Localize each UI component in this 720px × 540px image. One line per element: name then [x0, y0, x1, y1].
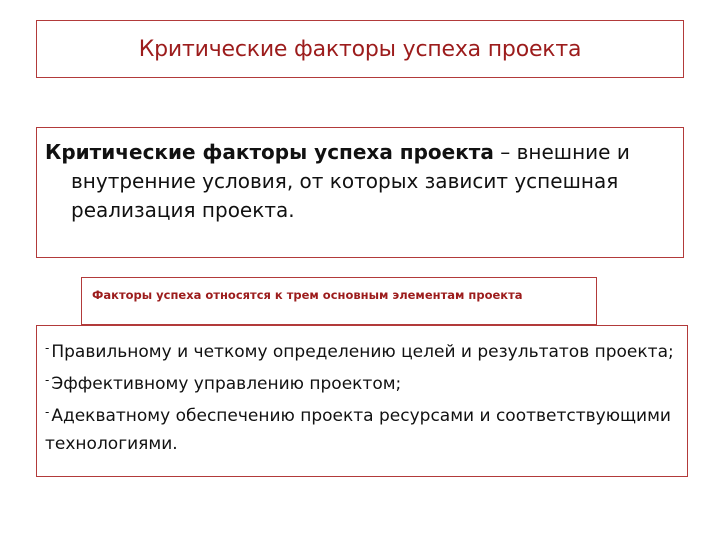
list-item [45, 398, 677, 458]
list-item-text: Правильному и четкому определению целей и результатов проекта; [51, 342, 674, 362]
definition-term: Критические факторы успеха проекта [45, 140, 494, 164]
dash-bullet-icon: - [45, 341, 50, 355]
definition-box [36, 127, 684, 258]
list-item [45, 334, 677, 366]
dash-bullet-icon: - [45, 373, 50, 387]
dash-bullet-icon: - [45, 405, 50, 419]
note-text: Факторы успеха относятся к трем основным элементам проекта [92, 288, 523, 302]
definition-text: внешние и внутренние условия, от которых зависит успешная реализация проекта. [71, 140, 630, 222]
slide-title: Критические факторы успеха проекта [138, 36, 582, 62]
list-item [45, 366, 677, 398]
list-item-text: Адекватному обеспечению проекта ресурсами и соответствующими технологиями. [45, 406, 671, 454]
definition-paragraph [45, 138, 669, 225]
title-box [36, 20, 684, 78]
list-item-text: Эффективному управлению проектом; [51, 374, 402, 394]
note-box [81, 277, 597, 325]
factors-list-box [36, 325, 688, 477]
definition-separator: – [493, 140, 517, 164]
